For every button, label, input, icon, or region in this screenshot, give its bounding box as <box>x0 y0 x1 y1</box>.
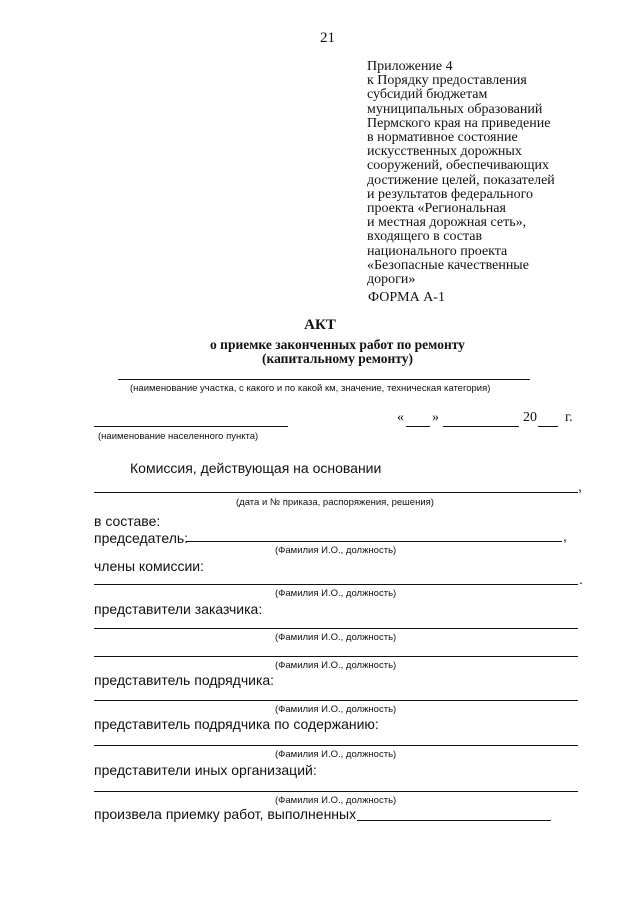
appendix-line: в нормативное состояние <box>367 130 518 146</box>
appendix-line: искусственных дорожных <box>367 144 522 160</box>
appendix-line: Пермского края на приведение <box>367 115 551 131</box>
section-name-line[interactable] <box>118 379 530 380</box>
customer-reps-caption-1: (Фамилия И.О., должность) <box>275 632 397 643</box>
appendix-line: национального проекта <box>367 243 508 259</box>
contractor-rep-caption: (Фамилия И.О., должность) <box>275 704 397 715</box>
customer-reps-label: представители заказчика: <box>94 601 263 617</box>
appendix-line: «Безопасные качественные <box>367 257 529 273</box>
subtitle-line-1: о приемке законченных работ по ремонту <box>210 337 465 352</box>
maintenance-rep-line[interactable] <box>94 745 578 746</box>
appendix-line: проекта «Региональная <box>367 201 506 217</box>
maintenance-rep-caption: (Фамилия И.О., должность) <box>275 749 397 760</box>
appendix-line: достижение целей, показателей <box>367 172 555 188</box>
subtitle-line-2: (капитальному ремонту) <box>262 351 413 366</box>
appendix-line: к Порядку предоставления <box>367 73 527 89</box>
accepted-works-line[interactable] <box>357 820 551 821</box>
members-period: . <box>579 571 583 587</box>
members-line[interactable] <box>94 584 578 585</box>
appendix-line: и результатов федерального <box>367 186 534 202</box>
locality-line[interactable] <box>94 426 288 427</box>
appendix-block <box>367 60 555 287</box>
other-reps-label: представители иных организаций: <box>94 762 317 778</box>
members-caption: (Фамилия И.О., должность) <box>275 588 397 599</box>
chairman-line[interactable] <box>186 541 562 542</box>
basis-caption: (дата и № приказа, распоряжения, решения) <box>236 497 434 508</box>
section-name-caption: (наименование участка, с какого и по какой км, значение, техническая категория) <box>130 383 491 394</box>
commission-label: Комиссия, действующая на основании <box>130 460 382 476</box>
customer-reps-caption-2: (Фамилия И.О., должность) <box>275 660 397 671</box>
customer-reps-line-1[interactable] <box>94 628 578 629</box>
document-subtitle <box>0 338 640 366</box>
form-code: ФОРМА А-1 <box>368 290 445 305</box>
date-year-suffix: г. <box>565 410 573 425</box>
locality-caption: (наименование населенного пункта) <box>98 431 259 442</box>
other-reps-caption: (Фамилия И.О., должность) <box>275 795 397 806</box>
customer-reps-line-2[interactable] <box>94 656 578 657</box>
date-month-line[interactable] <box>443 426 519 427</box>
date-year-line[interactable] <box>538 426 558 427</box>
appendix-line: Приложение 4 <box>367 59 453 74</box>
basis-line[interactable] <box>94 492 578 493</box>
appendix-line: муниципальных образований <box>367 101 543 117</box>
basis-comma: , <box>578 478 582 494</box>
date-close-quote: » <box>432 410 439 425</box>
chairman-comma: , <box>563 528 567 544</box>
appendix-line: дороги» <box>367 272 416 288</box>
appendix-line: входящего в состав <box>367 229 483 245</box>
members-label: члены комиссии: <box>94 558 204 574</box>
appendix-line: сооружений, обеспечивающих <box>367 158 549 174</box>
page-number: 21 <box>320 30 335 46</box>
contractor-rep-label: представитель подрядчика: <box>94 672 275 688</box>
accepted-works-label: произвела приемку работ, выполненных <box>94 806 357 822</box>
appendix-line: и местная дорожная сеть», <box>367 215 527 231</box>
chairman-caption: (Фамилия И.О., должность) <box>275 545 397 556</box>
date-day-line[interactable] <box>406 426 430 427</box>
other-reps-line[interactable] <box>94 791 578 792</box>
chairman-label: председатель: <box>94 530 189 546</box>
composition-label: в составе: <box>94 513 161 529</box>
maintenance-rep-label: представитель подрядчика по содержанию: <box>94 716 379 732</box>
document-title: АКТ <box>304 317 336 333</box>
appendix-line: субсидий бюджетам <box>367 87 488 103</box>
contractor-rep-line[interactable] <box>94 700 578 701</box>
date-open-quote: « <box>397 410 404 425</box>
date-year-prefix: 20 <box>523 410 537 425</box>
